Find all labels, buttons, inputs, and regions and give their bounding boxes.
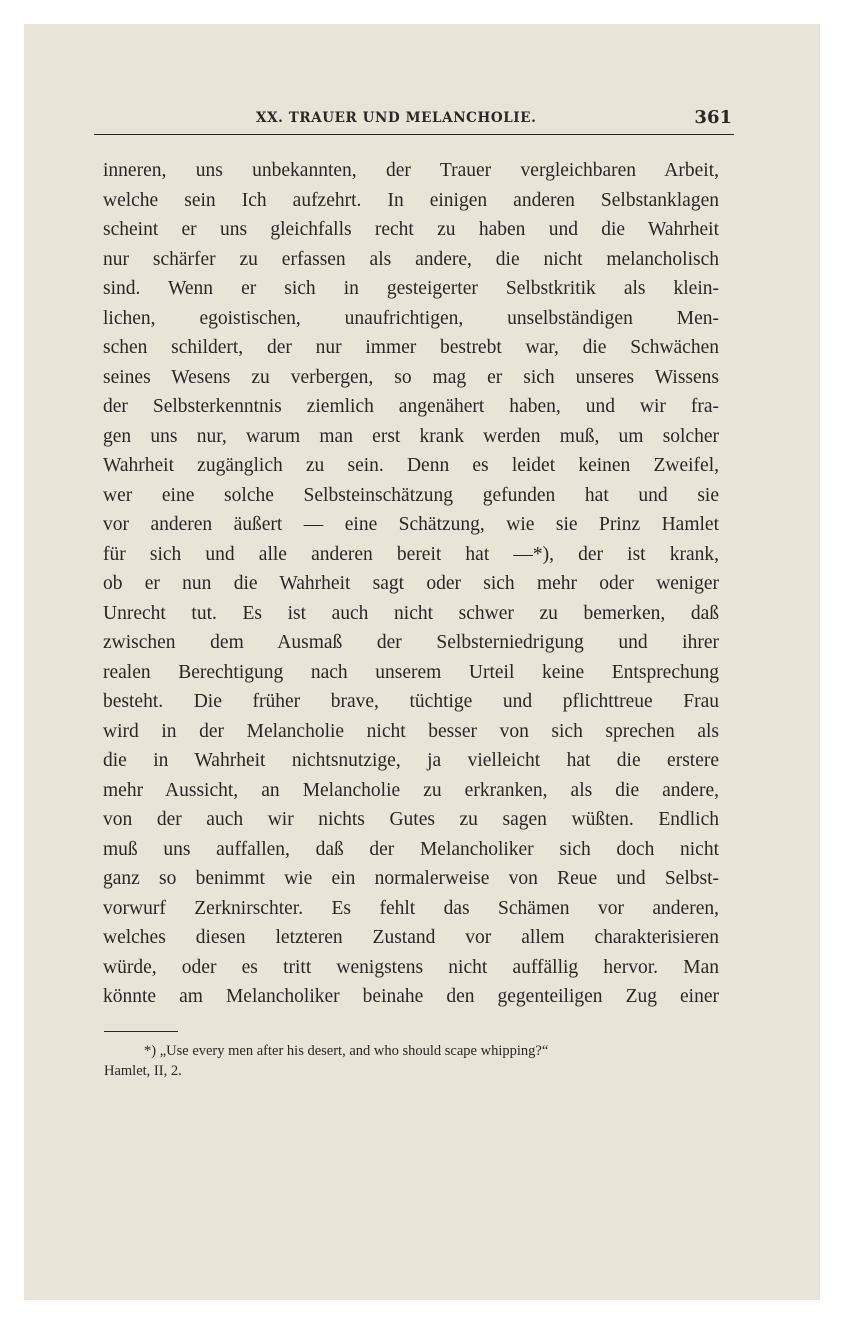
footnote-line: *) „Use every men after his desert, and who should scape whipping?“ [144,1043,549,1059]
footnote-source: Hamlet, II, 2. [104,1063,182,1079]
text-line: lichen, egoistischen, unaufrichtigen, unselbständigen Men- [103,307,719,329]
text-line: Unrecht tut. Es ist auch nicht schwer zu bemerken, daß [103,602,719,624]
text-line: ganz so benimmt wie ein normalerweise von Reue und Selbst- [103,868,719,889]
body-text [103,156,719,1012]
text-line: der Selbsterkenntnis ziemlich angenähert haben, und wir fra- [103,396,719,417]
running-header [94,108,734,135]
text-line: realen Berechtigung nach unserem Urteil keine Entsprechung [103,661,719,683]
text-line: nur schärfer zu erfassen als andere, die nicht melancholisch [103,248,719,270]
text-line: schen schildert, der nur immer bestrebt war, die Schwächen [103,337,719,358]
text-line: wird in der Melancholie nicht besser von sich sprechen als [103,720,719,742]
text-line: von der auch wir nichts Gutes zu sagen wüßten. Endlich [103,809,719,830]
text-line: wer eine solche Selbsteinschätzung gefunden hat und sie [103,484,719,506]
text-line: würde, oder es tritt wenigstens nicht auffällig hervor. Man [103,956,719,978]
text-line: könnte am Melancholiker beinahe den gegenteiligen Zug einer [103,986,719,1007]
text-line: mehr Aussicht, an Melancholie zu erkranken, als die andere, [103,779,719,801]
text-line: vorwurf Zerknirschter. Es fehlt das Schämen vor anderen, [103,897,719,919]
text-line: besteht. Die früher brave, tüchtige und pflichttreue Frau [103,691,719,712]
text-line: welche sein Ich aufzehrt. In einigen anderen Selbstanklagen [103,189,719,211]
text-line: ob er nun die Wahrheit sagt oder sich mehr oder weniger [103,573,719,594]
scanned-page [24,24,820,1300]
chapter-title: XX. TRAUER UND MELANCHOLIE. [256,110,537,126]
footnote-rule [104,1031,178,1032]
footnote [104,1041,720,1081]
text-line: inneren, uns unbekannten, der Trauer vergleichbaren Arbeit, [103,160,719,181]
text-line: muß uns auffallen, daß der Melancholiker sich doch nicht [103,838,719,860]
text-line: sind. Wenn er sich in gesteigerter Selbstkritik als klein- [103,278,719,299]
text-line: für sich und alle anderen bereit hat —*), der ist krank, [103,543,719,565]
text-line: gen uns nur, warum man erst krank werden muß, um solcher [103,425,719,447]
text-line: welches diesen letzteren Zustand vor allem charakterisieren [103,927,719,948]
text-line: zwischen dem Ausmaß der Selbsterniedrigung und ihrer [103,632,719,653]
text-line: Wahrheit zugänglich zu sein. Denn es leidet keinen Zweifel, [103,455,719,476]
text-line: scheint er uns gleichfalls recht zu haben und die Wahrheit [103,219,719,240]
page-number: 361 [694,107,732,128]
text-line: die in Wahrheit nichtsnutzige, ja vielleicht hat die erstere [103,750,719,771]
text-line: vor anderen äußert — eine Schätzung, wie sie Prinz Hamlet [103,514,719,535]
text-line: seines Wesens zu verbergen, so mag er sich unseres Wissens [103,366,719,388]
